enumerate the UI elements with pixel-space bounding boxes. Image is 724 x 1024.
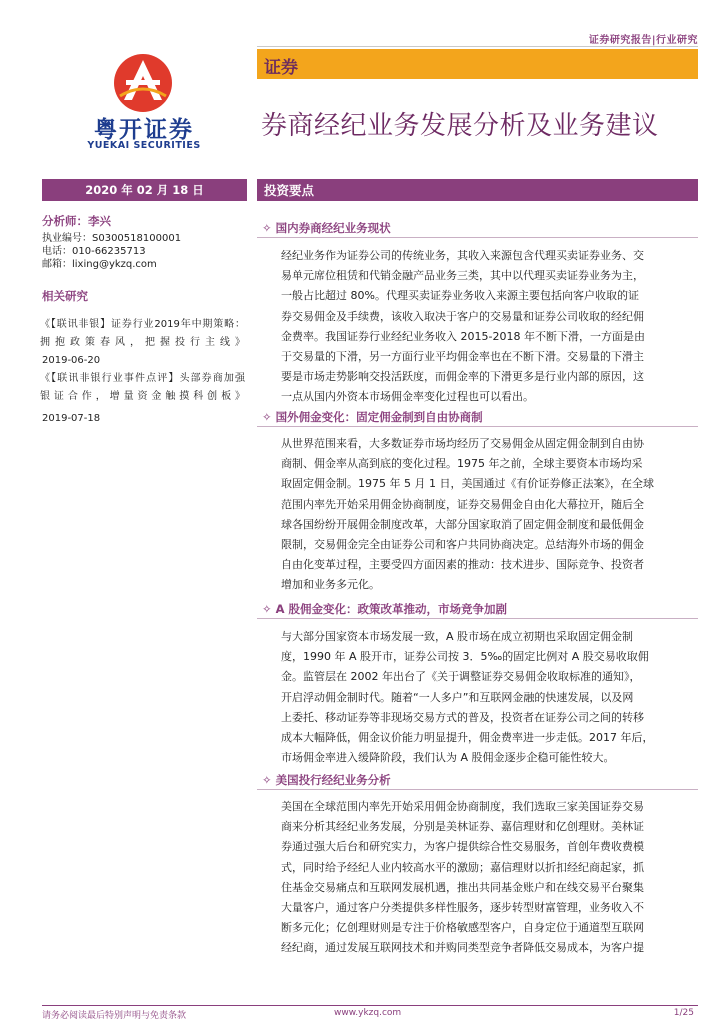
footer-divider: [42, 1005, 698, 1006]
related-report-2-line-2[interactable]: 银证合作，增量资金触摸科创板》: [40, 391, 245, 402]
related-report-1-line-2[interactable]: 拥抱政策春风，把握投行主线》: [40, 337, 245, 348]
key-points-bar: [257, 179, 698, 201]
logo-name-cn: 粤开证券: [94, 117, 194, 143]
sector-label: 证券: [264, 58, 298, 78]
section-divider: [257, 789, 698, 790]
section-paragraph: 从世界范围来看，大多数证券市场均经历了交易佣金从固定佣金制到自由协 商制、佣金率从高到底的变化过程。1975 年之前，全球主要资本市场均采 取固定佣金制。1975 年 5 月 1 日，美国通过《有价证券修正法案》，在全球 范围内率先开始采用佣金协商制度，证券交易佣金自由化大幕拉开，随后全 球各国纷纷开展佣金制度改革，大部分国家取消了固定佣金制度和最低佣金 限制，交易佣金完全由证券公司和客户共同协商决定。总结海外市场的佣金 自由化变革过程，主要受四方面因素的推动：技术进步、国际竞争、投资者 增加和业务多元化。: [281, 437, 654, 592]
logo-name-en: YUEKAI SECURITIES: [87, 140, 201, 151]
company-logo: [78, 52, 238, 152]
section-heading: ✧ A 股佣金变化：政策改革推动，市场竞争加剧: [262, 602, 508, 616]
section-paragraph: 经纪业务作为证券公司的传统业务，其收入来源包含代理买卖证券业务、交 易单元席位租赁和代销金融产品业务三类，其中以代理买卖证券业务为主， 一般占比超过 80%。代理买卖证券业务收入来源主要包括向客户收取的证 券交易佣金及手续费，该收入取决于客户的交易量和证券公司收取的经纪佣 金费率。我国证券行业经纪业务收入 2015-2018 年不断下滑，一方面是由 于交易量的下滑，另一方面行业平均佣金率也在不断下滑。交易量的下滑主 要是市场走势影响交投活跃度，而佣金率的下滑更多是行业内部的原因，这 一点从国内外资本市场佣金率变化过程也可以看出。: [281, 249, 645, 404]
diamond-bullet-icon: ✧: [262, 410, 272, 424]
logo-emblem-icon: [112, 52, 174, 114]
key-points-title: 投资要点: [264, 183, 315, 198]
related-report-2-line-1[interactable]: 《【联讯非银行业事件点评】头部券商加强: [40, 373, 245, 384]
analyst-license: 执业编号：S0300518100001: [42, 233, 182, 244]
report-title: 券商经纪业务发展分析及业务建议: [261, 111, 659, 141]
diamond-bullet-icon: ✧: [262, 221, 272, 235]
report-type-tag: 证券研究报告|行业研究: [588, 35, 698, 46]
footer-website[interactable]: www.ykzq.com: [334, 1008, 402, 1018]
analyst-phone: 电话：010-66235713: [42, 246, 146, 257]
footer-disclaimer: 请务必阅读最后特别声明与免责条款: [42, 1011, 187, 1021]
diamond-bullet-icon: ✧: [262, 773, 272, 787]
related-report-1-line-1[interactable]: 《【联讯非银】证券行业2019年中期策略：: [40, 319, 245, 330]
section-divider: [257, 426, 698, 427]
page-number: 1/25: [673, 1008, 694, 1018]
report-date: 2020 年 02 月 18 日: [42, 179, 247, 201]
sector-banner: [257, 49, 698, 79]
analyst-name: 分析师：李兴: [42, 214, 111, 228]
section-heading: ✧ 国内券商经纪业务现状: [262, 221, 391, 235]
related-report-2-date: 2019-07-18: [42, 413, 101, 424]
section-divider: [257, 237, 698, 238]
section-paragraph: 与大部分国家资本市场发展一致，A 股市场在成立初期也采取固定佣金制 度，1990 年 A 股开市，证券公司按 3．5‰的固定比例对 A 股交易收取佣 金。监管层在 2002 年出台了《关于调整证券交易佣金收取标准的通知》， 开启浮动佣金制时代。随着“一人多户”和互联网金融的快速发展，以及网 上委托、移动证券等非现场交易方式的普及，投资者在证券公司之间的转移 成本大幅降低，佣金议价能力明显提升，佣金费率进一步走低。2017 年后， 市场佣金率进入缓降阶段，我们认为 A 股佣金逐步企稳可能性较大。: [281, 630, 654, 765]
related-report-1-date: 2019-06-20: [42, 355, 101, 366]
related-research-title: 相关研究: [42, 289, 88, 303]
section-heading: ✧ 国外佣金变化：固定佣金制到自由协商制: [262, 410, 483, 424]
diamond-bullet-icon: ✧: [262, 602, 272, 616]
section-divider: [257, 618, 698, 619]
section-heading: ✧ 美国投行经纪业务分析: [262, 773, 391, 787]
header-divider: [257, 46, 698, 47]
analyst-email[interactable]: 邮箱：lixing@ykzq.com: [42, 259, 157, 270]
section-paragraph: 美国在全球范围内率先开始采用佣金协商制度，我们选取三家美国证券交易 商来分析其经纪业务发展，分别是美林证券、嘉信理财和亿创理财。美林证 券通过强大后台和研究实力，为客户提供综合性交易服务，首创年费收费模 式，同时给予经纪人业内较高水平的激励；嘉信理财以折扣经纪商起家，抓 住基金交易痛点和互联网发展机遇，推出共同基金账户和在线交易平台聚集 大量客户，通过客户分类提供多样性服务，逐步转型财富管理，业务收入不 断多元化；亿创理财则是专注于价格敏感型客户，自身定位于通道型互联网 经纪商，通过发展互联网技术和并购同类型竞争者降低交易成本，为客户提: [281, 800, 644, 955]
